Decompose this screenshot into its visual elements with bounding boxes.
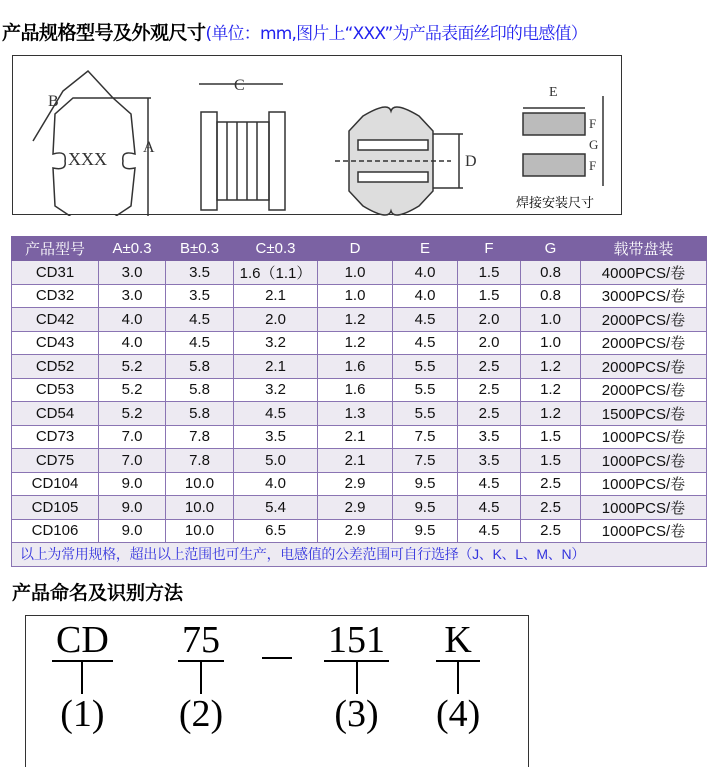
table-cell: 4.5 bbox=[458, 519, 521, 543]
solder-pad-drawing bbox=[523, 85, 603, 186]
table-cell: 7.5 bbox=[393, 425, 458, 449]
table-cell: 7.8 bbox=[166, 449, 234, 473]
column-header: G bbox=[521, 237, 581, 261]
table-cell: 5.0 bbox=[234, 449, 318, 473]
table-cell: 2.5 bbox=[458, 355, 521, 379]
dimension-figure bbox=[12, 55, 622, 215]
table-cell: 9.0 bbox=[99, 472, 166, 496]
part-code: 151 bbox=[324, 620, 389, 662]
column-header: 载带盘装 bbox=[581, 237, 707, 261]
table-cell: 7.0 bbox=[99, 449, 166, 473]
page-title bbox=[2, 18, 587, 45]
title-main: 产品规格型号及外观尺寸 bbox=[2, 22, 206, 44]
table-cell: 4.0 bbox=[99, 331, 166, 355]
table-cell: 2.1 bbox=[318, 425, 393, 449]
table-cell: 1.3 bbox=[318, 402, 393, 426]
table-cell: 2000PCS/卷 bbox=[581, 378, 707, 402]
table-cell: 1000PCS/卷 bbox=[581, 519, 707, 543]
table-row bbox=[12, 284, 707, 308]
stem-line bbox=[356, 662, 358, 694]
spec-table bbox=[11, 236, 707, 567]
table-cell: CD73 bbox=[12, 425, 99, 449]
table-cell: 4.0 bbox=[234, 472, 318, 496]
table-cell: 5.2 bbox=[99, 378, 166, 402]
table-cell: 3.0 bbox=[99, 261, 166, 285]
table-cell: 1000PCS/卷 bbox=[581, 496, 707, 520]
table-cell: 1.6 bbox=[318, 355, 393, 379]
part-size bbox=[178, 620, 224, 734]
table-cell: CD52 bbox=[12, 355, 99, 379]
table-cell: 1500PCS/卷 bbox=[581, 402, 707, 426]
table-cell: 2000PCS/卷 bbox=[581, 331, 707, 355]
column-header: E bbox=[393, 237, 458, 261]
table-cell: 3.5 bbox=[166, 261, 234, 285]
table-row bbox=[12, 331, 707, 355]
svg-text:B: B bbox=[48, 93, 59, 110]
separator-dash bbox=[262, 657, 292, 659]
table-cell: CD75 bbox=[12, 449, 99, 473]
table-row bbox=[12, 496, 707, 520]
table-cell: 7.0 bbox=[99, 425, 166, 449]
column-header: F bbox=[458, 237, 521, 261]
table-cell: 2.0 bbox=[458, 308, 521, 332]
table-cell: 1.0 bbox=[521, 308, 581, 332]
table-cell: 9.0 bbox=[99, 496, 166, 520]
table-cell: 1.5 bbox=[458, 261, 521, 285]
table-cell: 5.8 bbox=[166, 402, 234, 426]
table-cell: 1.6（1.1） bbox=[234, 261, 318, 285]
table-row bbox=[12, 261, 707, 285]
title-unit-note: (单位：mm,图片上“XXX”为产品表面丝印的电感值） bbox=[205, 24, 587, 44]
table-cell: 6.5 bbox=[234, 519, 318, 543]
table-cell: 3.5 bbox=[458, 425, 521, 449]
svg-text:D: D bbox=[465, 153, 477, 170]
top-view-drawing bbox=[33, 71, 155, 216]
table-cell: 10.0 bbox=[166, 472, 234, 496]
table-cell: CD104 bbox=[12, 472, 99, 496]
table-cell: 4.5 bbox=[393, 331, 458, 355]
svg-text:E: E bbox=[549, 85, 558, 100]
table-cell: 1.0 bbox=[521, 331, 581, 355]
table-cell: 5.5 bbox=[393, 402, 458, 426]
table-cell: 2.9 bbox=[318, 519, 393, 543]
table-cell: 1.5 bbox=[458, 284, 521, 308]
table-cell: 5.4 bbox=[234, 496, 318, 520]
table-cell: 2.5 bbox=[521, 496, 581, 520]
column-header: 产品型号 bbox=[12, 237, 99, 261]
table-cell: 5.8 bbox=[166, 355, 234, 379]
svg-text:F: F bbox=[589, 116, 597, 131]
part-index: (2) bbox=[178, 693, 224, 735]
part-code: 75 bbox=[178, 620, 224, 662]
table-row bbox=[12, 378, 707, 402]
table-cell: 1.5 bbox=[521, 449, 581, 473]
part-series bbox=[52, 620, 113, 734]
naming-title: 产品命名及识别方法 bbox=[12, 582, 184, 604]
table-cell: 3000PCS/卷 bbox=[581, 284, 707, 308]
table-cell: 4.5 bbox=[458, 496, 521, 520]
table-cell: 9.0 bbox=[99, 519, 166, 543]
table-cell: 5.2 bbox=[99, 402, 166, 426]
table-cell: 4.5 bbox=[166, 331, 234, 355]
table-cell: 2.0 bbox=[458, 331, 521, 355]
table-cell: 0.8 bbox=[521, 284, 581, 308]
table-cell: 4.5 bbox=[234, 402, 318, 426]
table-cell: 3.5 bbox=[166, 284, 234, 308]
table-cell: 4.0 bbox=[99, 308, 166, 332]
table-cell: 9.5 bbox=[393, 519, 458, 543]
part-index: (1) bbox=[60, 693, 105, 735]
table-cell: 7.8 bbox=[166, 425, 234, 449]
svg-text:XXX: XXX bbox=[68, 149, 107, 169]
svg-text:C: C bbox=[234, 77, 245, 94]
table-row bbox=[12, 402, 707, 426]
table-cell: 5.5 bbox=[393, 378, 458, 402]
svg-text:G: G bbox=[589, 137, 599, 152]
table-cell: 2.5 bbox=[521, 519, 581, 543]
table-cell: 4.5 bbox=[393, 308, 458, 332]
column-header: A±0.3 bbox=[99, 237, 166, 261]
table-note: 以上为常用规格，超出以上范围也可生产，电感值的公差范围可自行选择（J、K、L、M、N） bbox=[12, 543, 707, 567]
table-cell: 1000PCS/卷 bbox=[581, 449, 707, 473]
table-cell: CD43 bbox=[12, 331, 99, 355]
stem-line bbox=[200, 662, 202, 694]
table-row bbox=[12, 308, 707, 332]
table-cell: CD105 bbox=[12, 496, 99, 520]
table-cell: CD42 bbox=[12, 308, 99, 332]
svg-text:A: A bbox=[143, 139, 155, 156]
table-row bbox=[12, 425, 707, 449]
table-cell: 1.2 bbox=[318, 331, 393, 355]
table-cell: 1.2 bbox=[521, 402, 581, 426]
table-cell: 10.0 bbox=[166, 496, 234, 520]
table-cell: 4000PCS/卷 bbox=[581, 261, 707, 285]
table-cell: 3.5 bbox=[234, 425, 318, 449]
table-cell: 1.0 bbox=[318, 284, 393, 308]
table-cell: 0.8 bbox=[521, 261, 581, 285]
table-cell: 1.2 bbox=[521, 355, 581, 379]
table-cell: 9.5 bbox=[393, 472, 458, 496]
table-cell: 2.1 bbox=[234, 284, 318, 308]
table-cell: 1000PCS/卷 bbox=[581, 425, 707, 449]
table-row bbox=[12, 449, 707, 473]
part-index: (3) bbox=[334, 693, 379, 735]
table-cell: CD53 bbox=[12, 378, 99, 402]
table-cell: 2.1 bbox=[234, 355, 318, 379]
table-cell: 2.0 bbox=[234, 308, 318, 332]
table-cell: 1.2 bbox=[318, 308, 393, 332]
part-index: (4) bbox=[436, 693, 481, 735]
table-cell: CD54 bbox=[12, 402, 99, 426]
table-row bbox=[12, 472, 707, 496]
table-cell: 5.8 bbox=[166, 378, 234, 402]
table-cell: 1.2 bbox=[521, 378, 581, 402]
stem-line bbox=[457, 662, 459, 694]
table-cell: CD32 bbox=[12, 284, 99, 308]
part-inductance bbox=[324, 620, 389, 734]
table-cell: 2000PCS/卷 bbox=[581, 355, 707, 379]
part-code: CD bbox=[52, 620, 113, 662]
table-cell: 4.5 bbox=[458, 472, 521, 496]
svg-text:F: F bbox=[589, 158, 597, 173]
solder-caption: 焊接安装尺寸 bbox=[516, 196, 595, 211]
column-header: B±0.3 bbox=[166, 237, 234, 261]
table-cell: 2.1 bbox=[318, 449, 393, 473]
table-cell: 5.2 bbox=[99, 355, 166, 379]
table-cell: 4.5 bbox=[166, 308, 234, 332]
table-cell: 2.9 bbox=[318, 496, 393, 520]
table-cell: CD106 bbox=[12, 519, 99, 543]
table-row bbox=[12, 355, 707, 379]
table-cell: 4.0 bbox=[393, 261, 458, 285]
table-cell: 9.5 bbox=[393, 496, 458, 520]
table-cell: 3.0 bbox=[99, 284, 166, 308]
side-view-drawing bbox=[199, 77, 285, 210]
table-cell: 4.0 bbox=[393, 284, 458, 308]
table-cell: CD31 bbox=[12, 261, 99, 285]
table-row bbox=[12, 519, 707, 543]
column-header: D bbox=[318, 237, 393, 261]
table-cell: 2.9 bbox=[318, 472, 393, 496]
table-cell: 1.0 bbox=[318, 261, 393, 285]
table-cell: 10.0 bbox=[166, 519, 234, 543]
table-cell: 5.5 bbox=[393, 355, 458, 379]
table-cell: 2.5 bbox=[521, 472, 581, 496]
table-cell: 1.5 bbox=[521, 425, 581, 449]
table-cell: 2000PCS/卷 bbox=[581, 308, 707, 332]
part-code: K bbox=[436, 620, 480, 662]
part-tolerance bbox=[436, 620, 480, 734]
table-cell: 1.6 bbox=[318, 378, 393, 402]
section-view-drawing bbox=[335, 107, 477, 215]
table-cell: 2.5 bbox=[458, 402, 521, 426]
column-header: C±0.3 bbox=[234, 237, 318, 261]
table-cell: 2.5 bbox=[458, 378, 521, 402]
table-cell: 3.2 bbox=[234, 378, 318, 402]
table-cell: 3.2 bbox=[234, 331, 318, 355]
table-cell: 1000PCS/卷 bbox=[581, 472, 707, 496]
stem-line bbox=[81, 662, 83, 694]
table-header bbox=[12, 237, 707, 261]
table-cell: 7.5 bbox=[393, 449, 458, 473]
table-cell: 3.5 bbox=[458, 449, 521, 473]
